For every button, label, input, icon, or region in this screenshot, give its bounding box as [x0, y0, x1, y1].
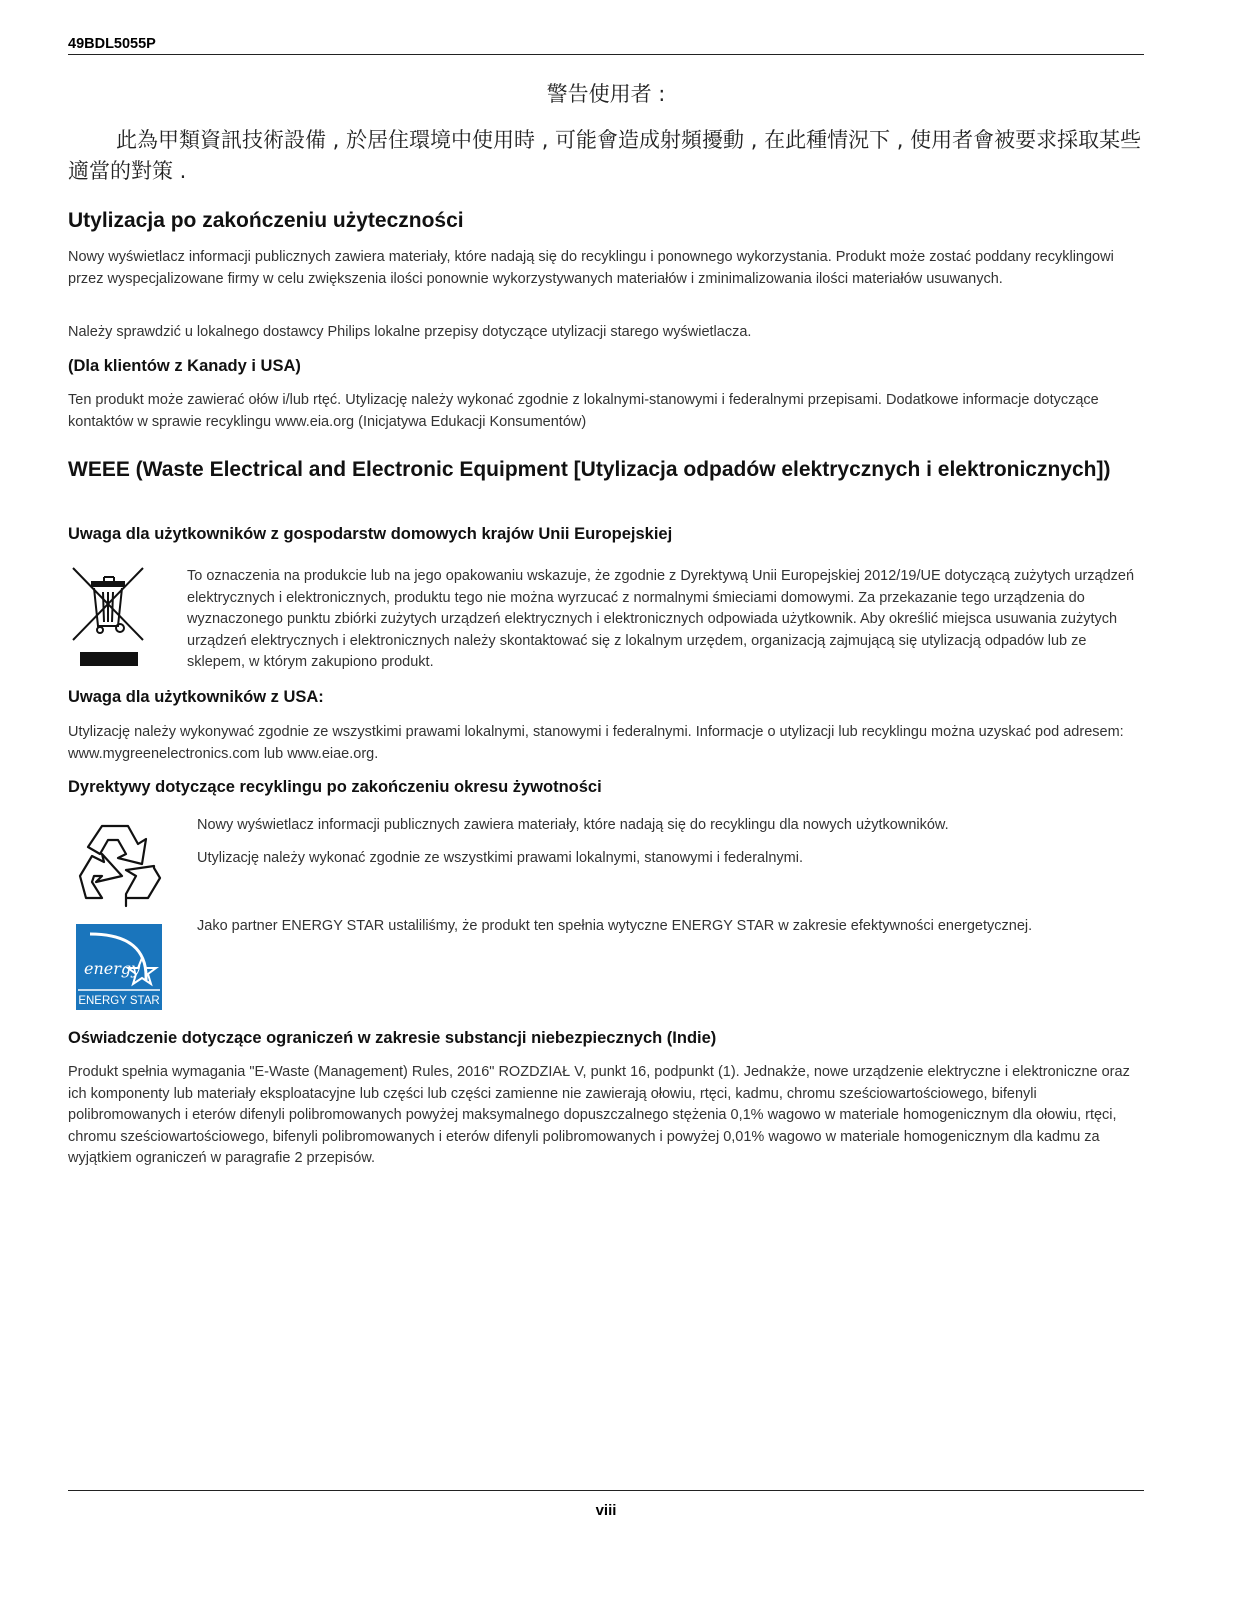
energy-star-text: Jako partner ENERGY STAR ustaliliśmy, że produkt ten spełnia wytyczne ENERGY STAR w zakresie efektywności energetycznej. — [197, 918, 1033, 934]
weee-heading: WEEE (Waste Electrical and Electronic Equipment [Utylizacja odpadów elektrycznych i elektronicznych]) — [68, 458, 1111, 481]
recycling-text-2: Utylizację należy wykonać zgodnie ze wszystkimi prawami lokalnymi, stanowymi i federalnymi. — [197, 850, 803, 866]
page-header-model: 49BDL5055P — [68, 36, 1144, 55]
energy-star-icon — [76, 924, 162, 1010]
india-text: Produkt spełnia wymagania "E-Waste (Management) Rules, 2016" ROZDZIAŁ V, punkt 16, podpunkt (1). Jednakże, nowe urządzenie elektryczne i elektroniczne oraz ich komponenty lub materiały eksploatacyjne lub części lub części zamienne nie zawierają ołowiu, rtęci, kadmu, chromu sześciowartościowego, bifenyli polibromowanych i eterów difenyli polibromowanych powyżej maksymalnego dopuszczalnego stężenia 0,1% wagowo w materiale homogenicznym dla ołowiu, rtęci, chromu sześciowartościowego, bifenyli polibromowanych i eterów difenyli polibromowanych i powyżej 0,01% wagowo w materiale homogenicznym dla kadmu za wyjątkiem ograniczeń w paragrafie 2 przepisów. — [68, 1064, 1130, 1166]
chinese-warning-text: 此為甲類資訊技術設備 , 於居住環境中使用時 , 可能會造成射頻擾動 , 在此種情況下 , 使用者會被要求採取某些適當的對策 . — [68, 128, 1142, 183]
disposal-text-2: Należy sprawdzić u lokalnego dostawcy Philips lokalne przepisy dotyczące utylizacji starego wyświetlacza. — [68, 324, 752, 340]
footer-divider — [68, 1490, 1144, 1491]
disposal-heading: Utylizacja po zakończeniu użyteczności — [68, 209, 464, 232]
recycling-heading: Dyrektywy dotyczące recyklingu po zakończeniu okresu żywotności — [68, 778, 602, 796]
weee-usa-text: Utylizację należy wykonywać zgodnie ze wszystkimi prawami lokalnymi, stanowymi i federalnymi. Informacje o utylizacji lub recyklingu można uzyskać pod adresem: www.mygreenelectronics.com lub www.eiae.org. — [68, 724, 1124, 762]
canada-usa-text: Ten produkt może zawierać ołów i/lub rtęć. Utylizację należy wykonać zgodnie z lokalnymi-stanowymi i federalnymi przepisami. Dodatkowe informacje dotyczące kontaktów w sprawie recyklingu www.eia.org (Inicjatywa Edukacji Konsumentów) — [68, 392, 1099, 430]
canada-usa-heading: (Dla klientów z Kanady i USA) — [68, 357, 301, 375]
recycling-text-1: Nowy wyświetlacz informacji publicznych zawiera materiały, które nadają się do recyklingu dla nowych użytkowników. — [197, 817, 949, 833]
page-number: viii — [595, 1502, 617, 1519]
weee-eu-text: To oznaczenia na produkcie lub na jego opakowaniu wskazuje, że zgodnie z Dyrektywą Unii Europejskiej 2012/19/UE dotyczącą zużytych urządzeń elektrycznych i elektronicznych, produktu tego nie można wyrzucać z normalnymi śmieciami domowymi. Za przekazanie tego urządzenia do wyznaczonego punktu zbiórki zużytych urządzeń elektrycznych i elektronicznych odpowiada użytkownik. Aby określić miejsca usuwania zużytych urządzeń elektrycznych i elektronicznych należy skontaktować się z lokalnym urzędem, organizacją zajmującą się utylizacją odpadów lub ze sklepem, w którym zakupiono produkt. — [187, 568, 1135, 670]
weee-usa-heading: Uwaga dla użytkowników z USA: — [68, 688, 324, 706]
disposal-text-1: Nowy wyświetlacz informacji publicznych zawiera materiały, które nadają się do recyklingu i ponownego wykorzystania. Produkt może zostać poddany recyklingowi przez wyspecjalizowane firmy w celu zwiększenia ilości ponownie wykorzystywanych materiałów i zminimalizowania ilości materiałów usuwanych. — [68, 249, 1114, 287]
svg-text:energy: energy — [84, 959, 141, 978]
svg-text:ENERGY STAR: ENERGY STAR — [78, 995, 160, 1007]
recycle-icon — [72, 820, 164, 908]
weee-crossed-bin-icon — [70, 566, 146, 670]
chinese-warning-title: 警告使用者 : — [546, 82, 666, 106]
india-heading: Oświadczenie dotyczące ograniczeń w zakresie substancji niebezpiecznych (Indie) — [68, 1029, 717, 1047]
weee-eu-heading: Uwaga dla użytkowników z gospodarstw domowych krajów Unii Europejskiej — [68, 525, 673, 543]
